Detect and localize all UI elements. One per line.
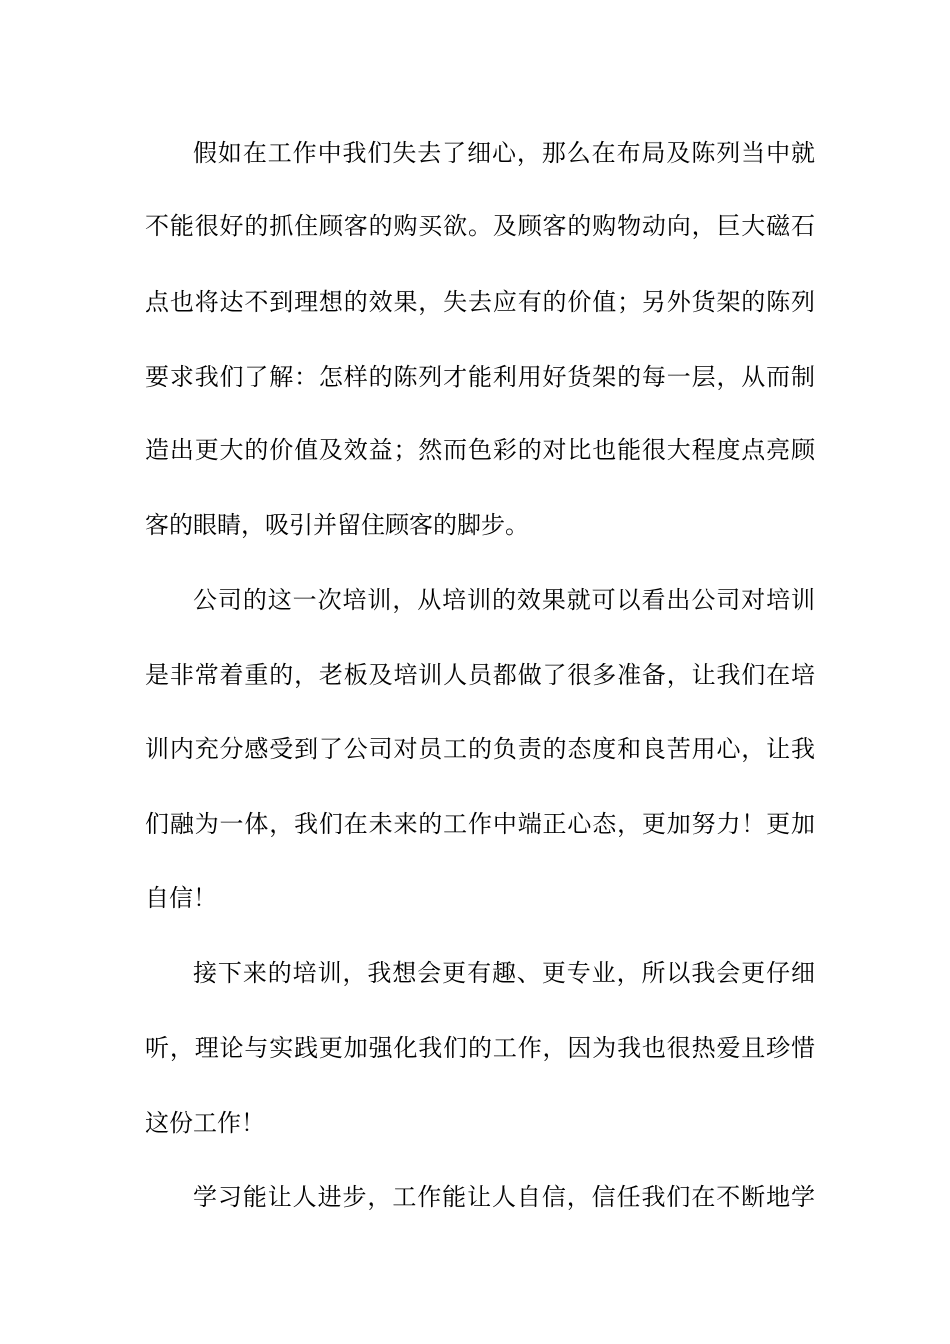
paragraph-2-line-5: 自信！: [145, 884, 217, 912]
paragraph-1-line-6: 客的眼睛，吸引并留住顾客的脚步。: [145, 511, 529, 539]
paragraph-4-line-1: 学习能让人进步，工作能让人自信，信任我们在不断地学: [193, 1183, 815, 1211]
paragraph-2-line-2: 是非常着重的，老板及培训人员都做了很多准备，让我们在培: [145, 661, 815, 689]
paragraph-1-line-4: 要求我们了解：怎样的陈列才能利用好货架的每一层，从而制: [145, 363, 815, 391]
paragraph-3-line-1: 接下来的培训，我想会更有趣、更专业，所以我会更仔细: [193, 959, 815, 987]
paragraph-3-line-2: 听，理论与实践更加强化我们的工作，因为我也很热爱且珍惜: [145, 1034, 815, 1062]
paragraph-1-line-2: 不能很好的抓住顾客的购买欲。及顾客的购物动向，巨大磁石: [145, 212, 815, 240]
paragraph-2-line-4: 们融为一体，我们在未来的工作中端正心态，更加努力！更加: [145, 810, 815, 838]
paragraph-1-line-3: 点也将达不到理想的效果，失去应有的价值；另外货架的陈列: [145, 288, 815, 316]
paragraph-3-line-3: 这份工作！: [145, 1109, 265, 1137]
paragraph-1-line-5: 造出更大的价值及效益；然而色彩的对比也能很大程度点亮顾: [145, 436, 815, 464]
paragraph-2-line-3: 训内充分感受到了公司对员工的负责的态度和良苦用心，让我: [145, 735, 815, 763]
paragraph-1-line-1: 假如在工作中我们失去了细心，那么在布局及陈列当中就: [193, 139, 815, 167]
paragraph-2-line-1: 公司的这一次培训，从培训的效果就可以看出公司对培训: [193, 586, 815, 614]
